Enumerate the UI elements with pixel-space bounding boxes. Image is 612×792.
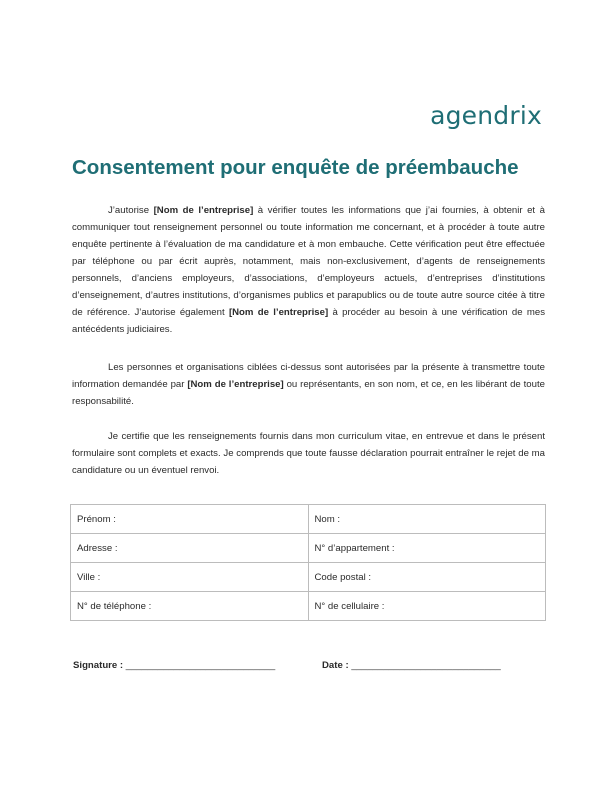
phone-number-field[interactable]: N° de téléphone : [71,592,309,621]
paragraph-text: à procéder au besoin à une vérification de mes antécédents judiciaires. [72,307,546,335]
paragraph-text: ou représentants, en son nom, et ce, en les libérant de toute responsabilité. [72,379,545,407]
agendrix-logo: agendrix [430,101,542,130]
company-name-placeholder: [Nom de l’entreprise] [153,205,254,216]
company-name-placeholder: [Nom de l’entreprise] [187,379,284,390]
date-label: Date : [322,660,349,671]
table-row [71,505,546,534]
date-blank-line: ____________________________ [348,660,501,671]
paragraph-text: Je certifie que les renseignements fournis dans mon curriculum vitae, en entrevue et dans le présent formulaire sont complets et exacts. Je comprends que toute fausse déclaration pourrait entraîner le rejet de ma candidature ou un éventuel renvoi. [72,431,545,476]
applicant-info-table [70,504,546,621]
paragraph-text: J’autorise [108,205,154,216]
signature-label: Signature : [73,660,124,671]
signature-blank-line: ____________________________ [123,660,276,671]
postal-code-field[interactable]: Code postal : [308,563,546,592]
first-name-field[interactable]: Prénom : [71,505,309,534]
company-name-placeholder: [Nom de l’entreprise] [228,307,329,318]
signature-field[interactable] [73,660,275,671]
address-field[interactable]: Adresse : [71,534,309,563]
consent-paragraph-transmission [72,359,545,410]
table-row [71,534,546,563]
consent-paragraph-certification [72,428,545,479]
table-row [71,563,546,592]
consent-paragraph-authorization [72,202,545,338]
table-row [71,592,546,621]
cell-number-field[interactable]: N° de cellulaire : [308,592,546,621]
date-field[interactable] [322,660,501,671]
page-title: Consentement pour enquête de préembauche [72,156,519,179]
paragraph-text: à vérifier toutes les informations que j’ai fournies, à obtenir et à communiquer tout renseignement personnel ou toute information me concernant, et à procéder à toute autre enquête pertinente à l’évaluation de ma candidature et à mon embauche. Cette vérification peut être effectuée par téléphone ou par écrit auprès, notamment, mais non-exclusivement, d’agents de renseignements personnels, d’anciens employeurs, d’associations, d’employeurs actuels, d’entreprises d’institutions d’enseignement, d’autres institutions, d’organismes publics et parapublics ou de toute autre source citée à titre de référence. J’autorise également [72,205,545,318]
last-name-field[interactable]: Nom : [308,505,546,534]
paragraph-text: Les personnes et organisations ciblées ci-dessus sont autorisées par la présente à transmettre toute information demandée par [72,362,545,390]
city-field[interactable]: Ville : [71,563,309,592]
apartment-number-field[interactable]: N° d’appartement : [308,534,546,563]
